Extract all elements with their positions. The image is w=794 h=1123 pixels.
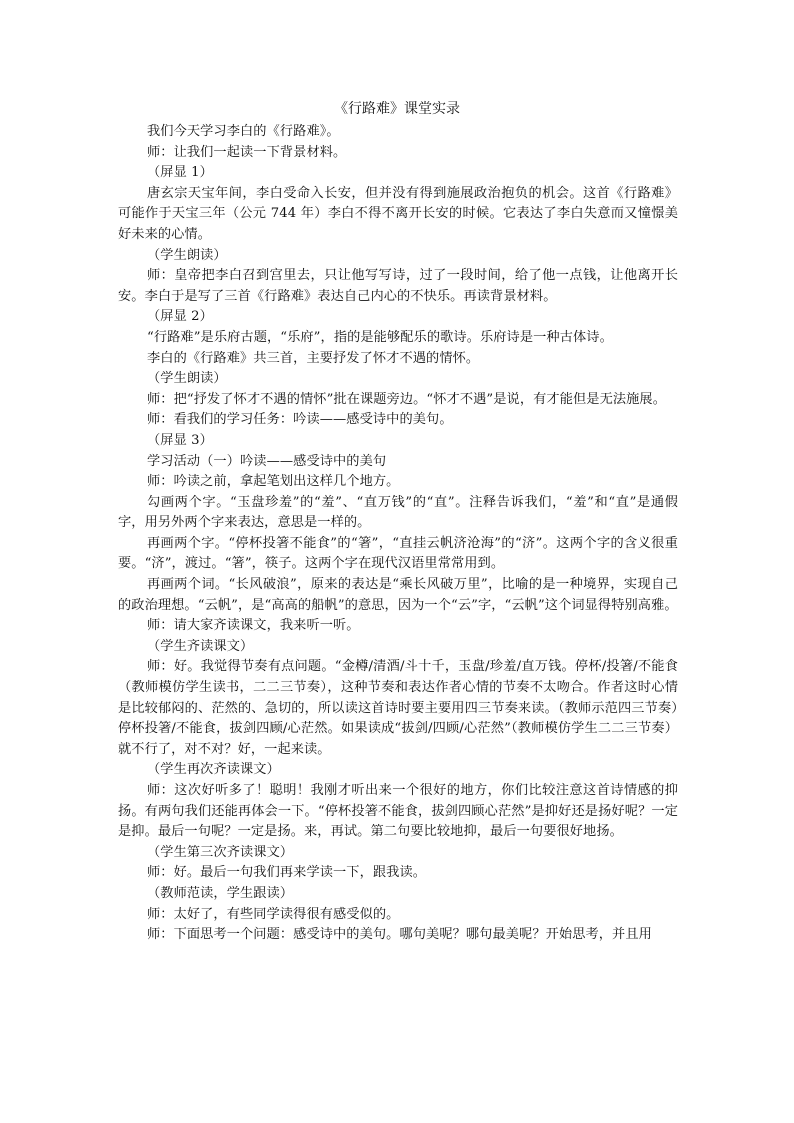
paragraph: 再画两个字。“停杯投箸不能食”的“箸”，“直挂云帆济沧海”的“济”。这两个字的含义很重要。“济”，渡过。“箸”，筷子。这两个字在现代汉语里常常用到。 xyxy=(118,535,678,572)
paragraph: （学生朗读） xyxy=(147,247,227,263)
paragraph: 唐玄宗天宝年间，李白受命入长安，但并没有得到施展政治抱负的机会。这首《行路难》可能作于天宝三年（公元 744 年）李白不得不离开长安的时候。它表达了李白失意而又憧憬美好未来的心情。 xyxy=(118,185,678,242)
paragraph: 师：请大家齐读课文，我来听一听。 xyxy=(147,618,360,634)
paragraph: （学生第三次齐读课文） xyxy=(147,844,294,860)
paragraph: 师：让我们一起读一下背景材料。 xyxy=(147,144,347,160)
paragraph: 师：看我们的学习任务：吟读——感受诗中的美句。 xyxy=(147,412,453,428)
paragraph: “行路难”是乐府古题，“乐府”，指的是能够配乐的歌诗。乐府诗是一种古体诗。 xyxy=(147,329,613,345)
paragraph: 师：这次好听多了！聪明！我刚才听出来一个很好的地方，你们比较注意这首诗情感的抑扬。有两句我们还能再体会一下。“停杯投箸不能食，拔剑四顾心茫然”是抑好还是扬好呢？一定是抑。最后一句呢？一定是扬。来，再试。第二句要比较地抑，最后一句要很好地扬。 xyxy=(118,783,678,840)
paragraph: 师：吟读之前，拿起笔划出这样几个地方。 xyxy=(147,474,400,490)
paragraph: （屏显 3） xyxy=(147,432,213,448)
paragraph: 师：好。我觉得节奏有点问题。“金樽/清酒/斗十千，玉盘/珍羞/直万钱。停杯/投箸/不能食（教师模仿学生读书，二二三节奏），这种节奏和表达作者心情的节奏不太吻合。作者这时心情是比较郁闷的、茫然的、急切的，所以读这首诗时要主要用四三节奏来读。（教师示范四三节奏）停杯投箸/不能食，拔剑四顾/心茫然。如果读成“拔剑/四顾/心茫然”（教师模仿学生二二三节奏）就不行了，对不对？好，一起来读。 xyxy=(118,659,678,757)
paragraph: 师：好。最后一句我们再来学读一下，跟我读。 xyxy=(147,865,427,881)
paragraph: （学生朗读） xyxy=(147,371,227,387)
paragraph: 师：皇帝把李白召到宫里去，只让他写写诗，过了一段时间，给了他一点钱，让他离开长安。李白于是写了三首《行路难》表达自己内心的不快乐。再读背景材料。 xyxy=(118,268,678,304)
paragraph: 学习活动（一）吟读——感受诗中的美句 xyxy=(147,453,387,469)
paragraph: （屏显 1） xyxy=(147,165,213,181)
paragraph: （学生齐读课文） xyxy=(147,638,254,654)
paragraph: （教师范读，学生跟读） xyxy=(147,885,294,901)
paragraph: 师：下面思考一个问题：感受诗中的美句。哪句美呢？哪句最美呢？开始思考，并且用 xyxy=(147,927,652,943)
paragraph: 师：太好了，有些同学读得很有感受似的。 xyxy=(147,906,400,922)
paragraph: 勾画两个字。“玉盘珍羞”的“羞”、“直万钱”的“直”。注释告诉我们，“羞”和“直”是通假字，用另外两个字来表达，意思是一样的。 xyxy=(118,494,678,531)
document-title: 《行路难》课堂实录 xyxy=(334,101,460,117)
paragraph: 师：把“抒发了怀才不遇的情怀”批在课题旁边。“怀才不遇”是说，有才能但是无法施展。 xyxy=(147,391,667,407)
paragraph: （屏显 2） xyxy=(147,309,213,325)
paragraph: （学生再次齐读课文） xyxy=(147,762,280,778)
paragraph: 李白的《行路难》共三首，主要抒发了怀才不遇的情怀。 xyxy=(147,350,480,366)
paragraph: 再画两个词。“长风破浪”，原来的表达是“乘长风破万里”，比喻的是一种境界，实现自己的政治理想。“云帆”，是“高高的船帆”的意思，因为一个“云”字，“云帆”这个词显得特别高雅。 xyxy=(118,577,678,613)
paragraph: 我们今天学习李白的《行路难》。 xyxy=(147,124,340,139)
document-body xyxy=(118,122,678,946)
